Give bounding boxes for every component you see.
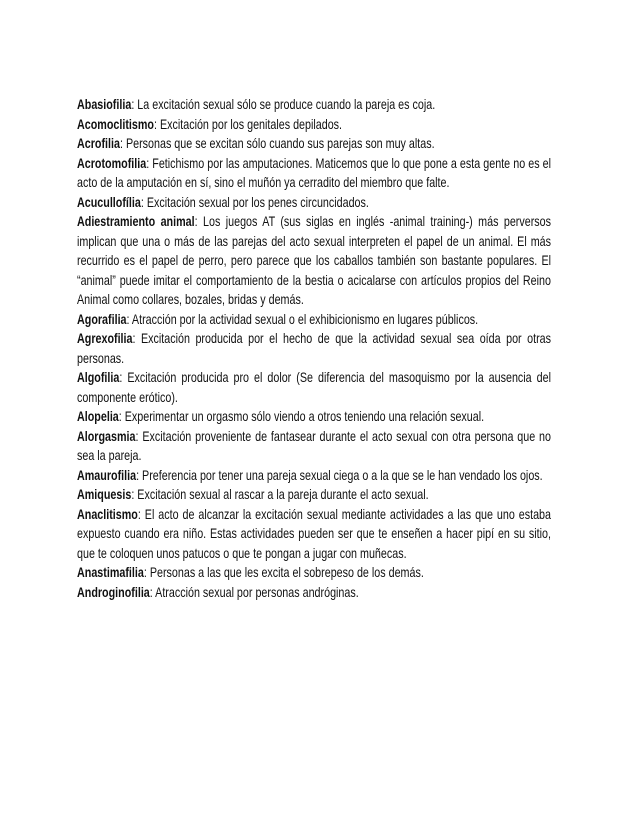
glossary-entry — [77, 329, 551, 368]
entry-definition: Personas que se excitan sólo cuando sus parejas son muy altas. — [125, 136, 435, 151]
entry-definition: Atracción por la actividad sexual o el exhibicionismo en lugares públicos. — [131, 311, 479, 327]
entry-term: Amaurofilia — [77, 467, 137, 483]
entry-separator: : — [194, 214, 204, 229]
entry-term: Algofilia — [77, 370, 120, 385]
glossary-entry — [77, 115, 551, 135]
entry-separator: : — [140, 194, 147, 210]
glossary-entry — [77, 134, 551, 154]
entry-term: Androginofilia — [77, 584, 150, 600]
glossary-entry — [77, 563, 551, 583]
glossary-entry — [77, 95, 551, 115]
glossary-entry — [77, 407, 551, 427]
entry-term: Agorafilia — [77, 311, 127, 327]
glossary-entry — [77, 505, 551, 564]
glossary-list — [77, 95, 551, 602]
entry-definition: El acto de alcanzar la excitación sexual mediante actividades a las que uno estaba expuesto cuando era niño. Estas actividades pueden ser que te enseñen a hacer pipí en su sitio, que te coloquen unos patucos o que te pongan a jugar con muñecas. — [77, 506, 551, 561]
entry-separator: : — [137, 506, 145, 522]
entry-definition: Excitación producida por el hecho de que la actividad sexual sea oída por otras personas. — [77, 331, 552, 366]
entry-definition: Preferencia por tener una pareja sexual ciega o a la que se le han vendado los ojos. — [142, 467, 543, 483]
entry-separator: : — [146, 155, 153, 171]
entry-definition: Experimentar un orgasmo sólo viendo a otros teniendo una relación sexual. — [124, 409, 485, 424]
entry-term: Abasiofilia — [77, 97, 132, 112]
glossary-entry — [77, 154, 551, 193]
glossary-entry — [77, 466, 551, 486]
entry-definition: La excitación sexual sólo se produce cuando la pareja es coja. — [137, 97, 436, 112]
entry-definition: Excitación proveniente de fantasear durante el acto sexual con otra persona que no sea la pareja. — [77, 428, 551, 463]
glossary-entry — [77, 193, 551, 213]
entry-term: Acomoclitismo — [77, 116, 154, 132]
entry-term: Alorgasmia — [77, 428, 136, 444]
entry-definition: Excitación sexual al rascar a la pareja durante el acto sexual. — [137, 487, 429, 502]
entry-definition: Atracción sexual por personas andróginas. — [155, 584, 359, 600]
entry-term: Amiquesis — [77, 487, 132, 502]
entry-separator: : — [119, 136, 126, 151]
glossary-entry — [77, 583, 551, 603]
glossary-entry — [77, 212, 551, 310]
entry-definition: Los juegos AT (sus siglas en inglés -animal training-) más perversos implican que una o más de las parejas del acto sexual interpreten el papel de un animal. El más recurrido es el papel de perro, pero parece que los caballos también son bastante populares. El “animal” puede imitar el comportamiento de la bestia o acicalarse con artículos propios del Reino Animal como collares, bozales, bridas y demás. — [77, 214, 552, 307]
entry-term: Alopelia — [77, 409, 119, 424]
entry-separator: : — [143, 565, 150, 580]
glossary-entry — [77, 310, 551, 330]
entry-separator: : — [135, 428, 143, 444]
entry-separator: : — [119, 370, 128, 385]
entry-term: Acrotomofilia — [77, 155, 147, 171]
entry-separator: : — [131, 97, 138, 112]
entry-definition: Personas a las que les excita el sobrepeso de los demás. — [149, 565, 424, 580]
entry-separator: : — [136, 467, 143, 483]
entry-definition: Excitación por los genitales depilados. — [159, 116, 343, 132]
entry-separator: : — [153, 116, 160, 132]
entry-separator: : — [132, 331, 142, 346]
entry-term: Agrexofilia — [77, 331, 133, 346]
entry-separator: : — [118, 409, 125, 424]
entry-separator: : — [149, 584, 156, 600]
entry-separator: : — [131, 487, 138, 502]
entry-term: Acucullofília — [77, 194, 141, 210]
entry-term: Anaclitismo — [77, 506, 138, 522]
entry-term: Adiestramiento animal — [77, 214, 195, 229]
entry-separator: : — [126, 311, 132, 327]
entry-definition: Excitación producida pro el dolor (Se diferencia del masoquismo por la ausencia del componente erótico). — [77, 370, 552, 405]
entry-term: Anastimafilia — [77, 565, 144, 580]
entry-definition: Excitación sexual por los penes circuncidados. — [146, 194, 369, 210]
glossary-entry — [77, 427, 551, 466]
entry-definition: Fetichismo por las amputaciones. Maticemos que lo que pone a esta gente no es el acto de la amputación en sí, sino el muñón ya cerradito del miembro que falte. — [77, 155, 552, 190]
glossary-entry — [77, 485, 551, 505]
glossary-entry — [77, 368, 551, 407]
entry-term: Acrofilia — [77, 136, 120, 151]
